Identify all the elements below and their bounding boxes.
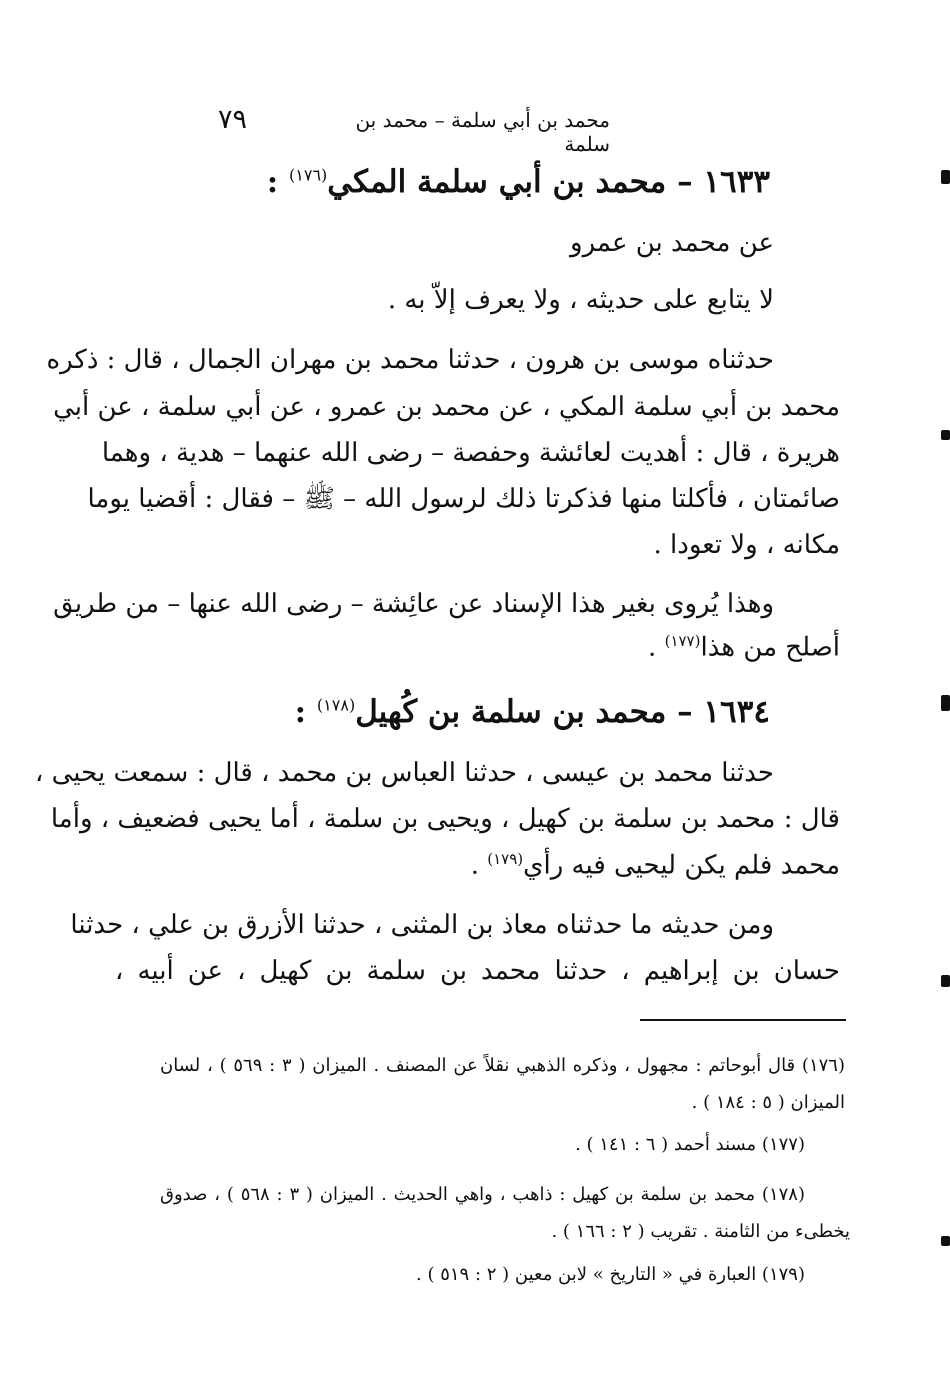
entry-number: ١٦٣٣ [703, 164, 770, 200]
text-line: صائمتان ، فأكلتا منها فذكرتا ذلك لرسول الله – ﷺ – فقال : أقضيا يوما [87, 484, 840, 514]
margin-mark [941, 170, 950, 184]
entry-name: محمد بن سلمة بن كُهيل [355, 694, 667, 730]
footnote: الميزان ( ٥ : ١٨٤ ) . [691, 1092, 845, 1113]
footnote-ref: (١٧٧) [664, 632, 701, 650]
margin-mark [941, 1236, 950, 1246]
footnote: (١٧٩) العبارة في « التاريخ » لابن معين ( ٢ : ٥١٩ ) . [416, 1264, 805, 1285]
footnote-ref: (١٧٦) [289, 165, 328, 185]
footnote: (١٧٦) قال أبوحاتم : مجهول ، وذكره الذهبي نقلاً عن المصنف . الميزان ( ٣ : ٥٦٩ ) ، لسان [160, 1055, 845, 1076]
entry-heading-1633 [267, 164, 770, 200]
entry-colon: : [294, 694, 307, 730]
entry-heading-1634 [295, 694, 770, 730]
footnote: (١٧٨) محمد بن سلمة بن كهيل : ذاهب ، واهي الحديث . الميزان ( ٣ : ٥٦٨ ) ، صدوق [160, 1184, 805, 1205]
margin-mark [941, 430, 950, 440]
entry-colon: : [266, 164, 279, 200]
footnote-ref: (١٧٩) [487, 850, 524, 868]
footnote: (١٧٧) مسند أحمد ( ٦ : ١٤١ ) . [575, 1134, 805, 1155]
text-line: قال : محمد بن سلمة بن كهيل ، ويحيى بن سلمة ، أما يحيى فضعيف ، وأما [50, 804, 840, 834]
text-line: ومن حديثه ما حدثناه معاذ بن المثنى ، حدثنا الأزرق بن علي ، حدثنا [70, 910, 774, 940]
text-line: هريرة ، قال : أهديت لعائشة وحفصة – رضى الله عنهما – هدية ، وهما [101, 438, 840, 468]
entry-number: ١٦٣٤ [703, 694, 770, 730]
text-line: حدثنا محمد بن عيسى ، حدثنا العباس بن محمد ، قال : سمعت يحيى ، [34, 758, 774, 788]
running-title: محمد بن أبي سلمة – محمد بن سلمة [355, 108, 610, 156]
margin-mark [941, 695, 950, 711]
text-line: لا يتابع على حديثه ، ولا يعرف إلاّ به . [387, 285, 774, 315]
text-line: محمد فلم يكن ليحيى فيه رأي$^{(١٧٩)}$ . [470, 850, 840, 881]
margin-mark [941, 975, 950, 987]
footnote-divider [640, 1019, 846, 1021]
text-line: وهذا يُروى بغير هذا الإسناد عن عائِشة – رضى الله عنها – من طريق [53, 589, 774, 619]
text-line: عن محمد بن عمرو [570, 228, 774, 258]
text-line: حدثناه موسى بن هرون ، حدثنا محمد بن مهران الجمال ، قال : ذكره [46, 345, 774, 375]
text-line: محمد بن أبي سلمة المكي ، عن محمد بن عمرو ، عن أبي سلمة ، عن أبي [53, 392, 840, 422]
text-line: حسان بن إبراهيم ، حدثنا محمد بن سلمة بن كهيل ، عن أبيه ، [115, 956, 840, 986]
text-line: أصلح من هذا$^{(١٧٧)}$ . [648, 632, 840, 663]
text-line: مكانه ، ولا تعودا . [653, 530, 840, 560]
footnote: يخطىء من الثامنة . تقريب ( ٢ : ١٦٦ ) . [551, 1221, 850, 1242]
page-number: ٧٩ [218, 104, 248, 135]
entry-dash: – [677, 694, 693, 730]
entry-name: محمد بن أبي سلمة المكي [327, 164, 667, 200]
footnote-ref: (١٧٨) [316, 695, 356, 715]
entry-dash: – [677, 164, 693, 200]
